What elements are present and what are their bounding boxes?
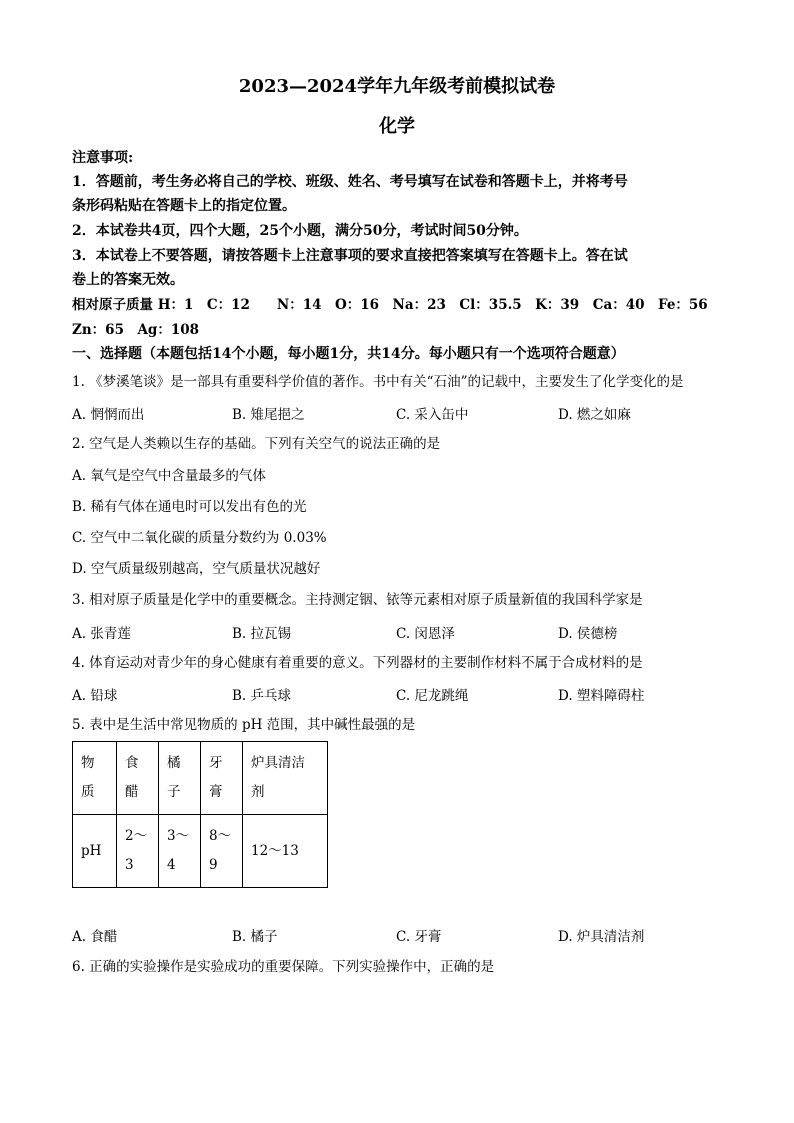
exam-title: 2023—2024学年九年级考前模拟试卷 [238, 76, 556, 97]
ph-table-header-toothpaste [201, 742, 243, 815]
ph-table-row-label: pH [73, 815, 117, 888]
cell-text: 剂 [251, 784, 265, 800]
question-5-option-d: D. 炉具清洁剂 [558, 929, 645, 945]
question-3-option-a: A. 张青莲 [72, 626, 131, 642]
cell-text: 炉具清洁 [251, 755, 305, 771]
question-3-option-d: D. 侯德榜 [558, 626, 618, 642]
question-2-option-b: B. 稀有气体在通电时可以发出有色的光 [72, 499, 307, 515]
question-3-options [72, 622, 722, 642]
cell-text: 3～ [167, 828, 190, 844]
ph-table-header-vinegar [117, 742, 159, 815]
ph-table-value-stove-cleaner: 12～13 [243, 815, 328, 888]
cell-text: 食 [125, 755, 139, 771]
ph-table [72, 741, 328, 888]
question-4-option-c: C. 尼龙跳绳 [396, 688, 469, 704]
question-1-option-b: B. 雉尾挹之 [232, 407, 305, 423]
cell-text: 牙 [209, 755, 223, 771]
cell-text: 9 [209, 857, 218, 873]
notes-heading: 注意事项: [72, 150, 134, 166]
ph-table-header-orange [159, 742, 201, 815]
cell-text: 膏 [209, 784, 223, 800]
cell-text: 8～ [209, 828, 232, 844]
cell-text: 质 [81, 784, 95, 800]
cell-text: 子 [167, 784, 181, 800]
cell-text: 醋 [125, 784, 139, 800]
section-1-heading: 一、选择题（本题包括14个小题，每小题1分，共14分。每小题只有一个选项符合题意） [72, 346, 625, 362]
question-1-option-c: C. 采入缶中 [396, 407, 469, 423]
question-1-option-a: A. 惘惘而出 [72, 407, 145, 423]
note-3-line-2: 卷上的答案无效。 [72, 272, 184, 288]
question-5-stem: 5. 表中是生活中常见物质的 pH 范围，其中碱性最强的是 [72, 717, 416, 733]
cell-text: 3 [125, 857, 134, 873]
atomic-mass-line-1: 相对原子质量 H：1 C：12 N：14 O：16 Na：23 Cl：35.5 K：39 Ca：40 Fe：56 [72, 297, 708, 313]
question-1-option-d: D. 燃之如麻 [558, 407, 631, 423]
note-1-line-1: 1．答题前，考生务必将自己的学校、班级、姓名、考号填写在试卷和答题卡上，并将考号 [72, 174, 628, 190]
question-3-option-b: B. 拉瓦锡 [232, 626, 292, 642]
note-1-line-2: 条形码粘贴在答题卡上的指定位置。 [72, 198, 296, 214]
ph-table-value-toothpaste [201, 815, 243, 888]
subject-title: 化学 [379, 116, 415, 137]
cell-text: 橘 [167, 755, 181, 771]
question-5-option-c: C. 牙膏 [396, 929, 442, 945]
question-4-option-a: A. 铅球 [72, 688, 118, 704]
question-4-option-d: D. 塑料障碍柱 [558, 688, 645, 704]
cell-text: 物 [81, 755, 95, 771]
atomic-mass-line-2: Zn：65 Ag：108 [72, 322, 200, 338]
note-2: 2．本试卷共4页，四个大题，25个小题，满分50分，考试时间50分钟。 [72, 223, 528, 239]
question-1-options [72, 403, 722, 423]
question-5-options [72, 925, 722, 945]
question-3-stem: 3. 相对原子质量是化学中的重要概念。主持测定铟、铱等元素相对原子质量新值的我国科学家是 [72, 592, 643, 608]
ph-table-header-substance [73, 742, 117, 815]
ph-table-header-row [73, 742, 328, 815]
question-4-option-b: B. 乒乓球 [232, 688, 292, 704]
note-3-line-1: 3．本试卷上不要答题，请按答题卡上注意事项的要求直接把答案填写在答题卡上。答在试 [72, 248, 628, 264]
ph-table-value-vinegar [117, 815, 159, 888]
question-5-option-b: B. 橘子 [232, 929, 278, 945]
ph-table-value-orange [159, 815, 201, 888]
question-2-stem: 2. 空气是人类赖以生存的基础。下列有关空气的说法正确的是 [72, 436, 441, 452]
question-5-option-a: A. 食醋 [72, 929, 118, 945]
question-2-option-c: C. 空气中二氧化碳的质量分数约为 0.03% [72, 530, 327, 546]
ph-table-value-row [73, 815, 328, 888]
question-6-stem: 6. 正确的实验操作是实验成功的重要保障。下列实验操作中，正确的是 [72, 959, 495, 975]
ph-table-header-stove-cleaner [243, 742, 328, 815]
question-4-options [72, 684, 722, 704]
question-4-stem: 4. 体育运动对青少年的身心健康有着重要的意义。下列器材的主要制作材料不属于合成材料的是 [72, 655, 643, 671]
question-1-stem: 1. 《梦溪笔谈》是一部具有重要科学价值的著作。书中有关“石油”的记载中，主要发生了化学变化的是 [72, 374, 684, 390]
question-2-option-d: D. 空气质量级别越高，空气质量状况越好 [72, 561, 321, 577]
question-3-option-c: C. 闵恩泽 [396, 626, 455, 642]
cell-text: 4 [167, 857, 176, 873]
question-2-option-a: A. 氧气是空气中含量最多的气体 [72, 468, 266, 484]
cell-text: 2～ [125, 828, 148, 844]
